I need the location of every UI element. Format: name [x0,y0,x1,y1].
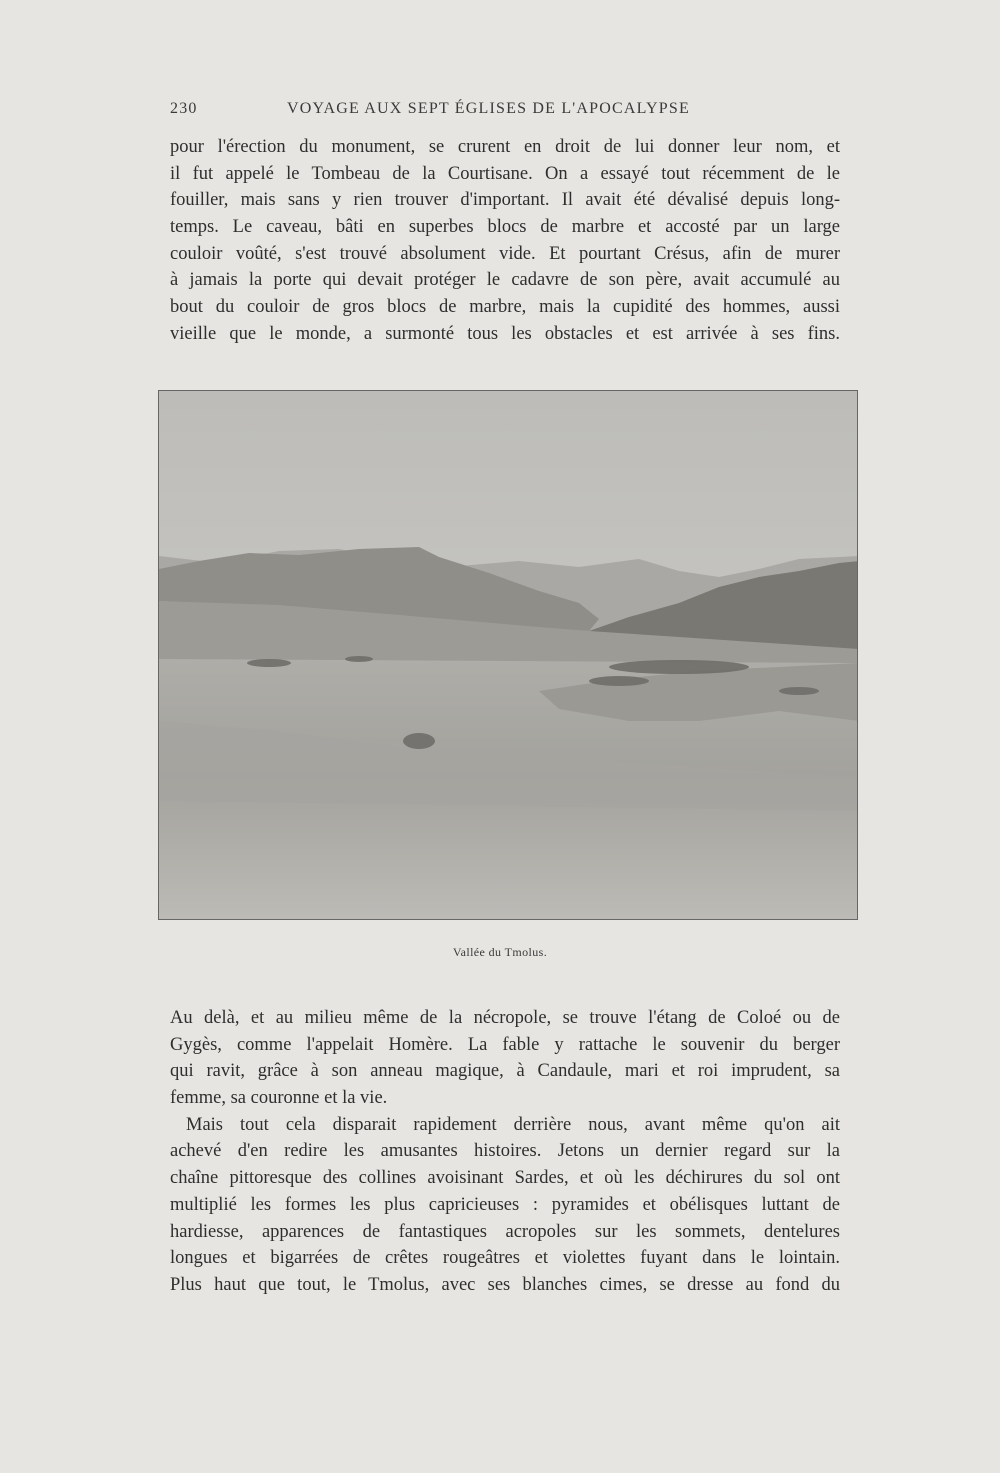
text-line: femme, sa couronne et la vie. [170,1088,388,1109]
running-title: VOYAGE AUX SEPT ÉGLISES DE L'APOCALYPSE [287,100,690,117]
text-line: couloir voûté, s'est trouvé absolument vide. Et pourtant Crésus, afin de murer [170,243,840,264]
figure-caption: Vallée du Tmolus. [452,945,548,959]
text-line: bout du couloir de gros blocs de marbre, mais la cupidité des hommes, aussi [170,297,840,318]
page-number: 230 [170,100,198,117]
text-line: chaîne pittoresque des collines avoisinant Sardes, et où les déchirures du sol ont [170,1168,840,1189]
landscape-illustration [159,391,858,920]
text-line: Mais tout cela disparait rapidement derrière nous, avant même qu'on ait [186,1114,840,1135]
text-line: il fut appelé le Tombeau de la Courtisane. On a essayé tout récemment de le [170,163,840,184]
text-line: longues et bigarrées de crêtes rougeâtres et violettes fuyant dans le lointain. [170,1248,840,1269]
top-paragraph [170,134,840,348]
text-line: achevé d'en redire les amusantes histoires. Jetons un dernier regard sur la [170,1141,840,1162]
text-line: Au delà, et au milieu même de la nécropole, se trouve l'étang de Coloé ou de [170,1008,840,1028]
text-line: hardiesse, apparences de fantastiques acropoles sur les sommets, dentelures [170,1221,840,1242]
paragraph-coloe [170,1005,840,1299]
text-line: à jamais la porte qui devait protéger le cadavre de son père, avait accumulé au [170,270,840,291]
text-line: multiplié les formes les plus capricieuses : pyramides et obélisques luttant de [170,1194,840,1215]
text-line: vieille que le monde, a surmonté tous les obstacles et est arrivée à ses fins. [170,323,840,344]
text-line: Plus haut que tout, le Tmolus, avec ses blanches cimes, se dresse au fond du [170,1274,840,1295]
text-line: pour l'érection du monument, se crurent en droit de lui donner leur nom, et [170,137,840,157]
text-line: temps. Le caveau, bâti en superbes blocs de marbre et accosté par un large [170,217,840,238]
valley-photograph [158,390,858,920]
text-line: Gygès, comme l'appelait Homère. La fable y rattache le souvenir du berger [170,1034,840,1055]
text-line: fouiller, mais sans y rien trouver d'important. Il avait été dévalisé depuis long- [170,190,840,211]
text-line: qui ravit, grâce à son anneau magique, à Candaule, mari et roi imprudent, sa [170,1061,840,1082]
